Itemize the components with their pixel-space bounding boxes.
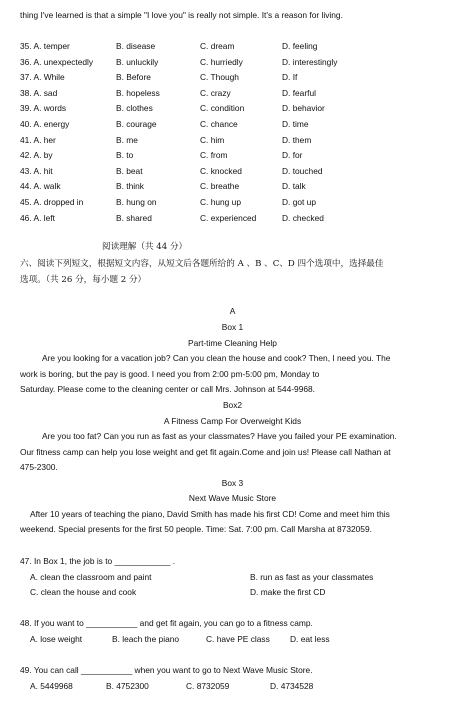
q47-option-c: C. clean the house and cook (30, 587, 137, 597)
cloze-row (20, 150, 450, 162)
cloze-option-b: B. hopeless (116, 87, 160, 98)
cloze-option-d: D. If (282, 72, 298, 83)
q49-stem: 49. You can call ___________ when you want to go to Next Wave Music Store. (20, 665, 313, 675)
cloze-option-a: 35. A. temper (20, 41, 70, 51)
cloze-option-a: 36. A. unexpectedly (20, 56, 94, 67)
cloze-option-a: 46. A. left (20, 212, 55, 223)
cloze-option-b: B. think (116, 181, 144, 192)
section-instruction-2: 选项。（共 26 分，每小题 2 分） (20, 275, 147, 285)
cloze-option-a: 39. A. words (20, 103, 67, 114)
q47-stem: 47. In Box 1, the job is to ____________ . (20, 556, 176, 566)
cloze-option-b: B. Before (116, 72, 151, 83)
cloze-option-c: C. from (200, 150, 228, 161)
cloze-option-a: 40. A. energy (20, 119, 70, 129)
cloze-row (20, 41, 450, 53)
cloze-option-c: C. condition (200, 103, 245, 114)
cloze-option-a: 44. A. walk (20, 181, 61, 192)
box2-line-3: 475-2300. (20, 462, 58, 472)
cloze-option-d: D. got up (282, 197, 316, 207)
cloze-option-c: C. experienced (200, 212, 257, 223)
box3-line-1: After 10 years of teaching the piano, David Smith has made his first CD! Come and meet him this (30, 509, 390, 519)
q48-stem: 48. If you want to ___________ and get fit again, you can go to a fitness camp. (20, 618, 313, 628)
cloze-option-b: B. courage (116, 119, 157, 129)
passage-letter: A (229, 306, 236, 316)
section-title: 阅读理解（共 44 分） (102, 242, 188, 252)
q48-option-b: B. leach the piano (112, 634, 180, 644)
cloze-option-d: D. talk (282, 181, 306, 192)
box2-line-1: Are you too fat? Can you run as fast as your classmates? Have you failed your PE examination. (42, 431, 397, 441)
cloze-option-a: 42. A. by (20, 150, 53, 161)
cloze-option-d: D. time (282, 119, 309, 129)
cloze-option-c: C. Though (200, 72, 239, 83)
cloze-row (20, 72, 450, 84)
cloze-option-a: 37. A. While (20, 72, 65, 83)
box1-line-2: work is boring, but the pay is good. I need you from 2:00 pm-5:00 pm, Monday to (20, 369, 320, 379)
cloze-option-c: C. dream (200, 41, 235, 51)
cloze-option-c: C. crazy (200, 87, 231, 98)
q49-option-c: C. 8732059 (186, 681, 230, 691)
cloze-option-c: C. hung up (200, 197, 241, 207)
box2-label: Box2 (222, 400, 243, 410)
cloze-option-a: 41. A. her (20, 134, 56, 145)
cloze-row (20, 103, 450, 115)
box1-line-3: Saturday. Please come to the cleaning center or call Mrs. Johnson at 544-9968. (20, 384, 315, 394)
q47-option-b: B. run as fast as your classmates (250, 572, 374, 582)
cloze-row (20, 181, 450, 193)
section-instruction-1: 六、阅读下列短文，根据短文内容，从短文后各题所给的 A 、B 、C、D 四个选项中，选择最佳 (20, 259, 384, 269)
cloze-option-d: D. interestingly (282, 56, 338, 67)
q49-option-d: D. 4734528 (270, 681, 314, 691)
cloze-option-b: B. hung on (116, 197, 157, 207)
box1-title: Part-time Cleaning Help (188, 338, 277, 348)
q49-option-a: A. 5449968 (30, 681, 73, 691)
box3-title: Next Wave Music Store (188, 493, 277, 503)
cloze-row (20, 88, 450, 100)
cloze-option-b: B. shared (116, 212, 152, 223)
cloze-option-d: D. checked (282, 212, 324, 223)
q48-option-c: C. have PE class (206, 634, 270, 644)
q48-option-d: D. eat less (290, 634, 330, 644)
cloze-option-c: C. knocked (200, 165, 242, 176)
q47-option-d: D. make the first CD (250, 587, 326, 597)
box2-line-2: Our fitness camp can help you lose weight and get fit again.Come and join us! Please call Nathan at (20, 447, 391, 457)
cloze-row (20, 119, 450, 131)
cloze-option-d: D. touched (282, 165, 323, 176)
cloze-option-c: C. him (200, 134, 225, 145)
box2-title: A Fitness Camp For Overweight Kids (163, 416, 302, 426)
cloze-option-c: C. chance (200, 119, 238, 129)
cloze-option-b: B. disease (116, 41, 156, 51)
box3-line-2: weekend. Special presents for the first 50 people. Time: Sat. 7:00 pm. Call Marsha at 8732059. (20, 524, 372, 534)
box1-label: Box 1 (221, 322, 244, 332)
cloze-option-b: B. me (116, 134, 138, 145)
cloze-option-b: B. to (116, 150, 134, 161)
cloze-option-d: D. for (282, 150, 303, 161)
cloze-row (20, 197, 450, 209)
cloze-option-c: C. breathe (200, 181, 240, 192)
cloze-option-a: 43. A. hit (20, 165, 53, 176)
cloze-row (20, 57, 450, 69)
cloze-option-a: 38. A. sad (20, 87, 58, 98)
q47-option-a: A. clean the classroom and paint (30, 572, 152, 582)
cloze-option-b: B. unluckily (116, 56, 159, 67)
cloze-option-b: B. clothes (116, 103, 153, 114)
cloze-option-c: C. hurriedly (200, 56, 243, 67)
cloze-option-d: D. them (282, 134, 312, 145)
box1-line-1: Are you looking for a vacation job? Can you clean the house and cook? Then, I need you. The (42, 353, 391, 363)
cloze-row (20, 166, 450, 178)
cloze-row (20, 135, 450, 147)
cloze-row (20, 213, 450, 225)
cloze-option-d: D. feeling (282, 41, 318, 51)
q48-option-a: A. lose weight (30, 634, 83, 644)
intro-line: thing I've learned is that a simple "I love you" is really not simple. It's a reason for living. (20, 10, 343, 20)
cloze-option-d: D. behavior (282, 103, 325, 114)
q49-option-b: B. 4752300 (106, 681, 149, 691)
box3-label: Box 3 (221, 478, 244, 488)
cloze-option-b: B. beat (116, 165, 143, 176)
cloze-option-d: D. fearful (282, 87, 316, 98)
cloze-option-a: 45. A. dropped in (20, 197, 84, 207)
